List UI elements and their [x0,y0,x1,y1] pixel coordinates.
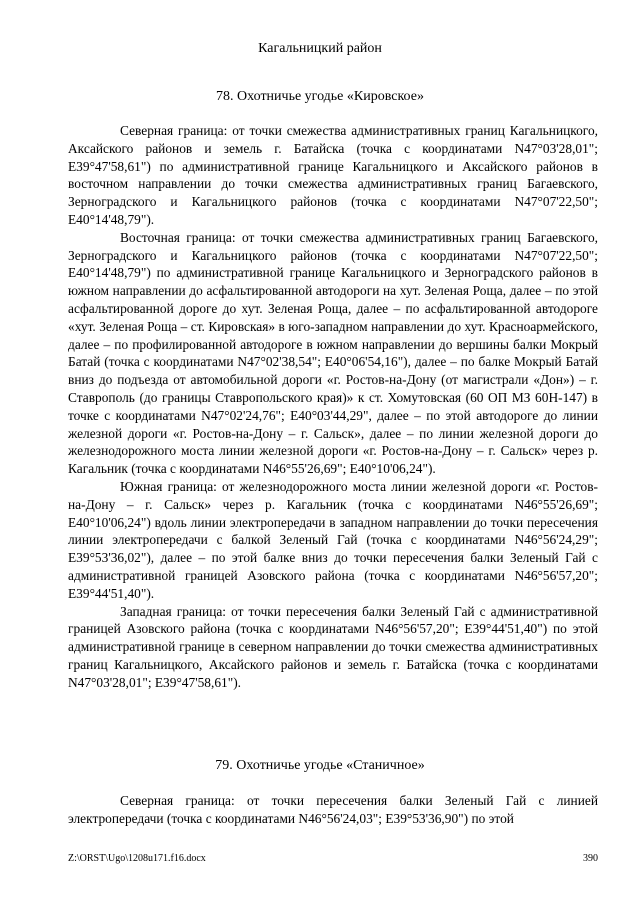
section-79-heading: 79. Охотничье угодье «Станичное» [215,758,425,773]
south-boundary-paragraph: Южная граница: от железнодорожного моста линии железной дороги «г. Ростов-на-Дону – г. Сальск» через р. Кагальник (точка с координатами N46°55'26,69"; E40°10'06,24") вдоль линии электропередачи в западном направлении до точки пересечения линии электропередачи с балкой Зеленый Гай (точка с координатами N46°56'24,29"; E39°53'36,02"), далее – по этой балке вниз до точки пересечения балки Зеленый Гай с административной границей Азовского района (точка с координатами N46°56'57,20"; E39°44'51,40"). [68,478,598,601]
north-boundary-paragraph: Северная граница: от точки пересечения балки Зеленый Гай с линией электропередачи (точка с координатами N46°56'24,03"; E39°53'36,90") по этой [68,793,598,826]
section-79-body [68,792,598,828]
file-path: Z:\ORST\Ugo\1208u171.f16.docx [68,853,206,864]
district-title: Кагальницкий район [258,41,382,56]
page-number: 390 [583,853,598,864]
section-78-heading: 78. Охотничье угодье «Кировское» [216,89,424,104]
west-boundary-paragraph: Западная граница: от точки пересечения балки Зеленый Гай с административной границей Азовского района (точка с координатами N46°56'57,20"; E39°44'51,40") по этой административной границе в северном направлении до точки смежества административных границ Кагальницкого, Аксайского районов и земель г. Батайска (точка с координатами N47°03'28,01"; E39°47'58,61"). [68,603,598,690]
north-boundary-paragraph: Северная граница: от точки смежества административных границ Кагальницкого, Аксайского районов и земель г. Батайска (точка с координатами N47°03'28,01"; E39°47'58,61") по административной границе Кагальницкого и Аксайского районов в восточном направлении до точки смежества административных границ Багаевского, Зерноградского и Кагальницкого районов (точка с координатами N47°07'22,50"; E40°14'48,79"). [68,123,598,227]
section-78-body [68,122,598,692]
east-boundary-paragraph: Восточная граница: от точки смежества административных границ Багаевского, Зерноградского и Кагальницкого районов (точка с координатами N47°07'22,50"; E40°14'48,79") по административной границе Кагальницкого и Зерноградского районов в южном направлении до асфальтированной автодороги на хут. Зеленая Роща, далее – по этой асфальтированной дороге до хут. Зеленая Роща, далее – по асфальтированной автодороге «хут. Зеленая Роща – ст. Кировская» в юго-западном направлении до хут. Красноармейского, далее – по профилированной автодороге в южном направлении до вершины балки Мокрый Батай (точка с координатами N47°02'38,54"; E40°06'54,16"), далее – по балке Мокрый Батай вниз до подъезда от автомобильной дороги «г. Ростов-на-Дону (от магистрали «Дон») – г. Ставрополь (до границы Ставропольского края)» к ст. Хомутовская (60 ОП МЗ 60Н-147) в точке с координатами N47°02'24,76"; E40°03'44,29", далее – по этой автодороге до линии железной дороги «г. Ростов-на-Дону – г. Сальск», далее – по линии железной дороги до железнодорожного моста линии железной дороги «г. Ростов-на-Дону – г. Сальск» через р. Кагальник (точка с координатами N46°55'26,69"; E40°10'06,24"). [68,229,598,477]
